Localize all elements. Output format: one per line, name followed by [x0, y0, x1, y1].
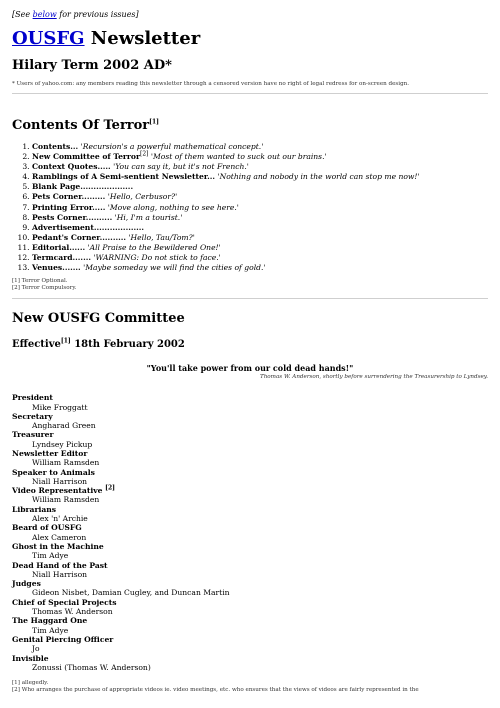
title-rest: Newsletter	[84, 28, 201, 49]
contents-item	[32, 263, 488, 273]
footnote-ref[interactable]: [1]	[60, 337, 71, 345]
committee-role	[12, 635, 488, 644]
contents-item-title: Venues.......	[32, 263, 81, 273]
committee-quote: "You'll take power from our cold dead hands!"	[146, 363, 354, 374]
committee-role	[12, 430, 488, 439]
committee-role-title: Judges	[12, 579, 41, 589]
committee-role-title: Librarians	[12, 504, 57, 514]
contents-item	[32, 152, 488, 162]
committee-role-title: Dead Hand of the Past	[12, 560, 108, 570]
committee-role	[12, 523, 488, 532]
contents-item-title: Advertisement...................	[32, 222, 145, 232]
committee-role-title: The Haggard One	[12, 616, 88, 626]
committee-role	[12, 598, 488, 607]
contents-item-quote: 'Move along, nothing to see here.'	[107, 202, 239, 212]
committee-member: Alex Cameron	[32, 532, 87, 542]
contents-item	[32, 203, 488, 213]
committee-role	[12, 579, 488, 588]
effective-label: Effective	[12, 339, 61, 351]
contents-list	[12, 142, 488, 273]
contents-item-title: Pedant's Corner..........	[32, 232, 127, 242]
contents-item-title: Editorial......	[32, 242, 86, 252]
committee-member: Gideon Nisbet, Damian Cugley, and Duncan Martin	[32, 588, 230, 598]
committee-role	[12, 542, 488, 551]
footnote-ref[interactable]: [2]	[105, 484, 115, 492]
contents-footnotes	[12, 278, 488, 292]
divider	[12, 93, 488, 94]
contents-item-title: Termcard.......	[32, 253, 92, 263]
committee-member: William Ramsden	[32, 458, 100, 468]
contents-item-quote: 'Hello, Tau/Tom?'	[128, 232, 195, 242]
committee-role-title: Video Representative	[12, 486, 103, 496]
contents-item	[32, 213, 488, 223]
contents-item-quote: 'You can say it, but it's not French.'	[113, 162, 249, 172]
contents-item-quote: 'Most of them wanted to suck out our brains.'	[150, 152, 327, 162]
contents-item-quote: 'Hello, Cerbusor?'	[107, 192, 178, 202]
contents-item	[32, 182, 488, 192]
contents-item-title: Context Quotes.....	[32, 162, 111, 172]
contents-item-title: Ramblings of A Semi-sentient Newsletter...	[32, 172, 216, 182]
committee-member: William Ramsden	[32, 495, 100, 505]
footnote-ref[interactable]: [2]	[140, 150, 149, 158]
contents-heading	[12, 118, 488, 133]
committee-role	[12, 393, 488, 402]
contents-item-quote: 'WARNING: Do not stick to face.'	[93, 253, 221, 263]
committee-role-title: Newsletter Editor	[12, 449, 88, 458]
committee-role	[12, 468, 488, 477]
committee-member: Tim Adye	[32, 551, 69, 561]
contents-item-quote: 'Hi, I'm a tourist.'	[114, 212, 183, 222]
note-prefix: [See	[12, 10, 33, 19]
newsletter-page	[12, 10, 488, 694]
contents-item-title: Pests Corner..........	[32, 212, 113, 222]
ousfg-link[interactable]: OUSFG	[12, 28, 85, 49]
note-suffix: for previous issues]	[56, 10, 139, 19]
contents-item	[32, 233, 488, 243]
committee-role	[12, 505, 488, 514]
committee-role	[12, 449, 488, 458]
committee-member: Thomas W. Anderson	[32, 607, 113, 617]
previous-issues-note	[12, 10, 488, 19]
page-title	[12, 28, 488, 49]
contents-item-quote: 'All Praise to the Bewildered One!'	[87, 242, 221, 252]
committee-heading: New OUSFG Committee	[12, 311, 185, 327]
contents-item	[32, 223, 488, 233]
contents-item	[32, 142, 488, 152]
footnote: [1] Terror Optional.	[12, 278, 68, 285]
term-heading: Hilary Term 2002 AD*	[12, 58, 172, 73]
contents-item-title: Contents...	[32, 142, 79, 151]
footnote: [2] Terror Compulsory.	[12, 285, 77, 292]
committee-role	[12, 616, 488, 625]
divider	[12, 298, 488, 299]
contents-item-quote: 'Recursion's a powerful mathematical concept.'	[80, 142, 264, 151]
committee-roles	[12, 393, 488, 672]
contents-item-quote: 'Nothing and nobody in the world can stop me now!'	[217, 172, 420, 182]
contents-item	[32, 162, 488, 172]
committee-role-title: Ghost in the Machine	[12, 541, 104, 551]
committee-member: Zonussi (Thomas W. Anderson)	[32, 662, 151, 672]
contents-item	[32, 172, 488, 182]
contents-item-title: Pets Corner.........	[32, 192, 106, 202]
committee-role	[12, 486, 488, 495]
committee-role-title: Speaker to Animals	[12, 467, 95, 477]
committee-role-title: Genital Piercing Officer	[12, 634, 114, 644]
below-link[interactable]: below	[32, 10, 57, 19]
committee-role-title: Invisible	[12, 653, 49, 663]
footnote-ref[interactable]: [1]	[149, 118, 160, 126]
contents-item-title: Blank Page....................	[32, 182, 134, 192]
contents-item	[32, 243, 488, 253]
contents-heading-text: Contents Of Terror	[12, 118, 150, 133]
contents-item-quote: 'Maybe someday we will find the cities of gold.'	[83, 263, 266, 273]
yahoo-disclaimer: * Users of yahoo.com: any members reading this newsletter through a censored version have no right of legal redress for on-screen design.	[12, 81, 410, 87]
footnote: [1] allegedly.	[12, 680, 49, 687]
committee-role	[12, 561, 488, 570]
contents-item	[32, 253, 488, 263]
committee-role	[12, 412, 488, 421]
committee-role-title: Secretary	[12, 411, 53, 421]
footnote: [2] Who arranges the purchase of appropriate videos ie. video meetings, etc. who ensures that the views of videos are fairly represented in the	[12, 687, 419, 694]
contents-item	[32, 192, 488, 202]
effective-date	[12, 339, 488, 350]
committee-member: Niall Harrison	[32, 569, 88, 579]
committee-role-title: Beard of OUSFG	[12, 523, 82, 533]
committee-role	[12, 654, 488, 663]
committee-role-title: President	[12, 393, 53, 403]
committee-role-title: Treasurer	[12, 430, 54, 440]
contents-item-title: New Committee of Terror	[32, 152, 140, 162]
committee-member: Tim Adye	[32, 625, 69, 635]
committee-member: Lyndsey Pickup	[32, 439, 93, 449]
quote-attribution: Thomas W. Anderson, shortly before surrendering the Treasurership to Lyndsey.	[259, 374, 488, 381]
contents-item-title: Printing Error.....	[32, 202, 106, 212]
committee-member: Angharad Green	[32, 421, 96, 431]
committee-footnotes	[12, 680, 488, 694]
committee-member: Mike Froggatt	[32, 402, 88, 412]
committee-role-title: Chief of Special Projects	[12, 597, 117, 607]
effective-date-text: 18th February 2002	[70, 339, 185, 351]
committee-member: Jo	[32, 644, 40, 654]
committee-member: Alex 'n' Archie	[32, 514, 88, 524]
committee-member: Niall Harrison	[32, 476, 88, 486]
